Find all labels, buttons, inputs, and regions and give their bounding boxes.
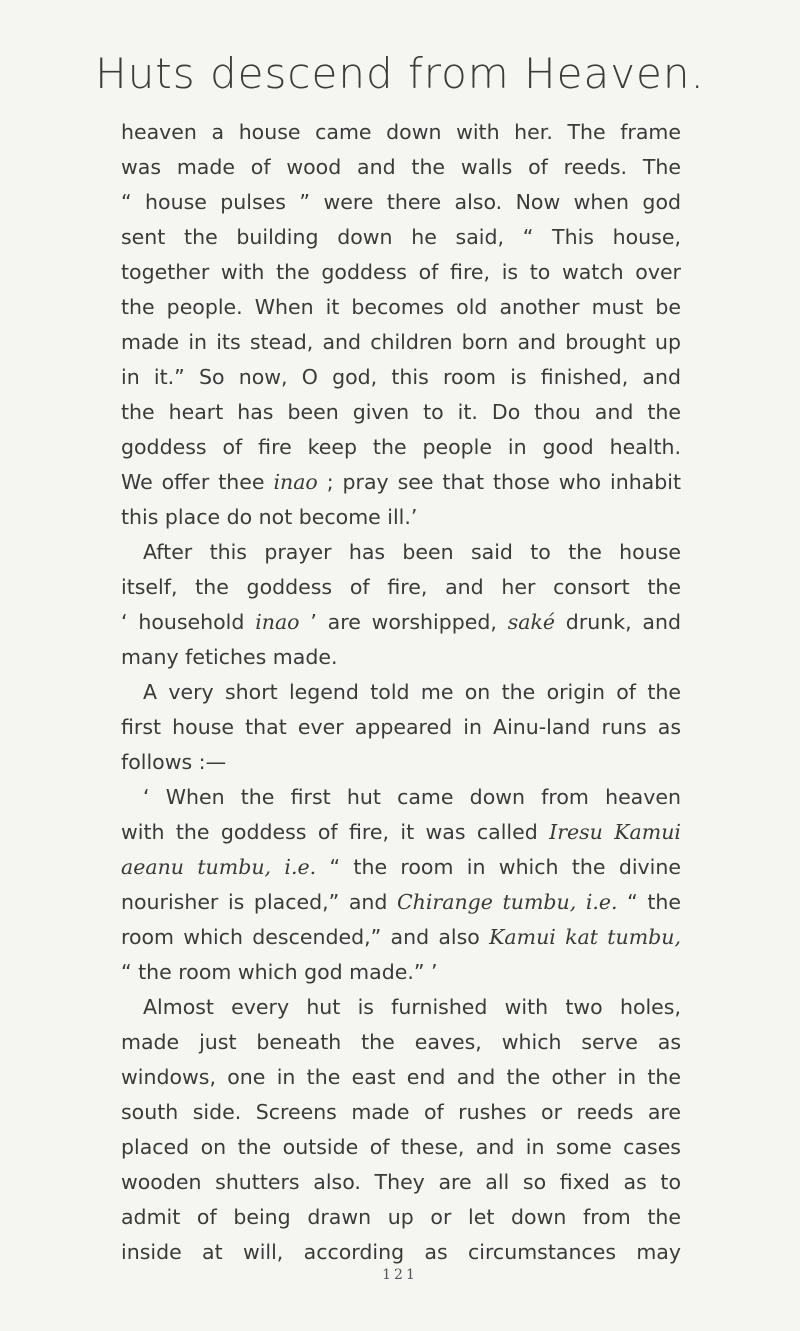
text-run: the people. When it becomes old another must be xyxy=(121,295,681,319)
text-line xyxy=(121,570,681,605)
text-line xyxy=(121,1060,681,1095)
text-run: We offer thee xyxy=(121,470,274,494)
text-line xyxy=(121,290,681,325)
text-line xyxy=(121,395,681,430)
text-line xyxy=(121,885,681,920)
text-line xyxy=(121,1200,681,1235)
text-run: south side. Screens made of rushes or reeds are xyxy=(121,1100,681,1124)
text-run: the heart has been given to it. Do thou and the xyxy=(121,400,681,424)
text-line xyxy=(121,850,681,885)
text-run: “ the room which god made.” ’ xyxy=(121,960,438,984)
text-line xyxy=(121,640,681,675)
text-line xyxy=(121,955,681,990)
text-run: ; pray see that those who inhabit xyxy=(317,470,681,494)
text-run: follows :— xyxy=(121,750,227,774)
text-run: “ the room in which the divine xyxy=(316,855,681,879)
text-line xyxy=(121,150,681,185)
text-run: together with the goddess of fire, is to watch over xyxy=(121,260,681,284)
text-run: goddess of fire keep the people in good health. xyxy=(121,435,681,459)
text-run: room which descended,” and also xyxy=(121,925,490,949)
text-run: admit of being drawn up or let down from the xyxy=(121,1205,681,1229)
text-line xyxy=(121,220,681,255)
text-run: in it.” So now, O god, this room is finished, and xyxy=(121,365,681,389)
text-line xyxy=(121,465,681,500)
text-run: A very short legend told me on the origin of the xyxy=(143,680,681,704)
text-line xyxy=(121,535,681,570)
text-run: nourisher is placed,” and xyxy=(121,890,397,914)
text-run: made in its stead, and children born and brought up xyxy=(121,330,681,354)
text-run: ‘ household xyxy=(121,610,256,634)
text-line xyxy=(121,430,681,465)
text-line xyxy=(121,255,681,290)
text-line xyxy=(121,745,681,780)
text-run: “ house pulses ” were there also. Now when god xyxy=(121,190,681,214)
text-line xyxy=(121,115,681,150)
text-run: wooden shutters also. They are all so fixed as to xyxy=(121,1170,681,1194)
text-run: inside at will, according as circumstances may xyxy=(121,1240,681,1264)
text-line xyxy=(121,990,681,1025)
text-run: itself, the goddess of fire, and her consort the xyxy=(121,575,681,599)
text-line xyxy=(121,325,681,360)
text-line xyxy=(121,1165,681,1200)
text-line xyxy=(121,605,681,640)
italic-term: inao xyxy=(273,470,318,494)
text-line xyxy=(121,185,681,220)
text-run: first house that ever appeared in Ainu-land runs as xyxy=(121,715,681,739)
text-run: ‘ When the first hut came down from heaven xyxy=(143,785,681,809)
body-text xyxy=(121,115,681,1270)
text-line xyxy=(121,780,681,815)
text-run: this place do not become ill.’ xyxy=(121,505,418,529)
text-line xyxy=(121,675,681,710)
italic-term: Kamui kat tumbu, xyxy=(489,925,681,949)
text-line xyxy=(121,710,681,745)
italic-term: Chirange tumbu, i.e. xyxy=(396,890,618,914)
text-line xyxy=(121,815,681,850)
text-run: drunk, and xyxy=(555,610,681,634)
text-line xyxy=(121,920,681,955)
text-run: heaven a house came down with her. The frame xyxy=(121,120,681,144)
text-run: sent the building down he said, “ This house, xyxy=(121,225,681,249)
text-run: placed on the outside of these, and in some cases xyxy=(121,1135,681,1159)
text-run: made just beneath the eaves, which serve as xyxy=(121,1030,681,1054)
text-run: Almost every hut is furnished with two holes, xyxy=(143,995,681,1019)
text-line xyxy=(121,1235,681,1270)
text-run: windows, one in the east end and the other in the xyxy=(121,1065,681,1089)
text-line xyxy=(121,1025,681,1060)
text-run: with the goddess of fire, it was called xyxy=(121,820,550,844)
text-line xyxy=(121,360,681,395)
text-line xyxy=(121,1130,681,1165)
page-number: 121 xyxy=(382,1267,418,1283)
text-line xyxy=(121,500,681,535)
text-run: “ the xyxy=(617,890,681,914)
running-head: Huts descend from Heaven. xyxy=(95,49,705,98)
text-run: After this prayer has been said to the house xyxy=(143,540,681,564)
text-run: ’ are worshipped, xyxy=(299,610,508,634)
italic-term: Iresu Kamui xyxy=(549,820,681,844)
italic-term: inao xyxy=(255,610,300,634)
italic-term: saké xyxy=(507,610,555,634)
text-run: was made of wood and the walls of reeds. The xyxy=(121,155,681,179)
text-run: many fetiches made. xyxy=(121,645,338,669)
text-line xyxy=(121,1095,681,1130)
italic-term: aeanu tumbu, i.e. xyxy=(121,855,317,879)
